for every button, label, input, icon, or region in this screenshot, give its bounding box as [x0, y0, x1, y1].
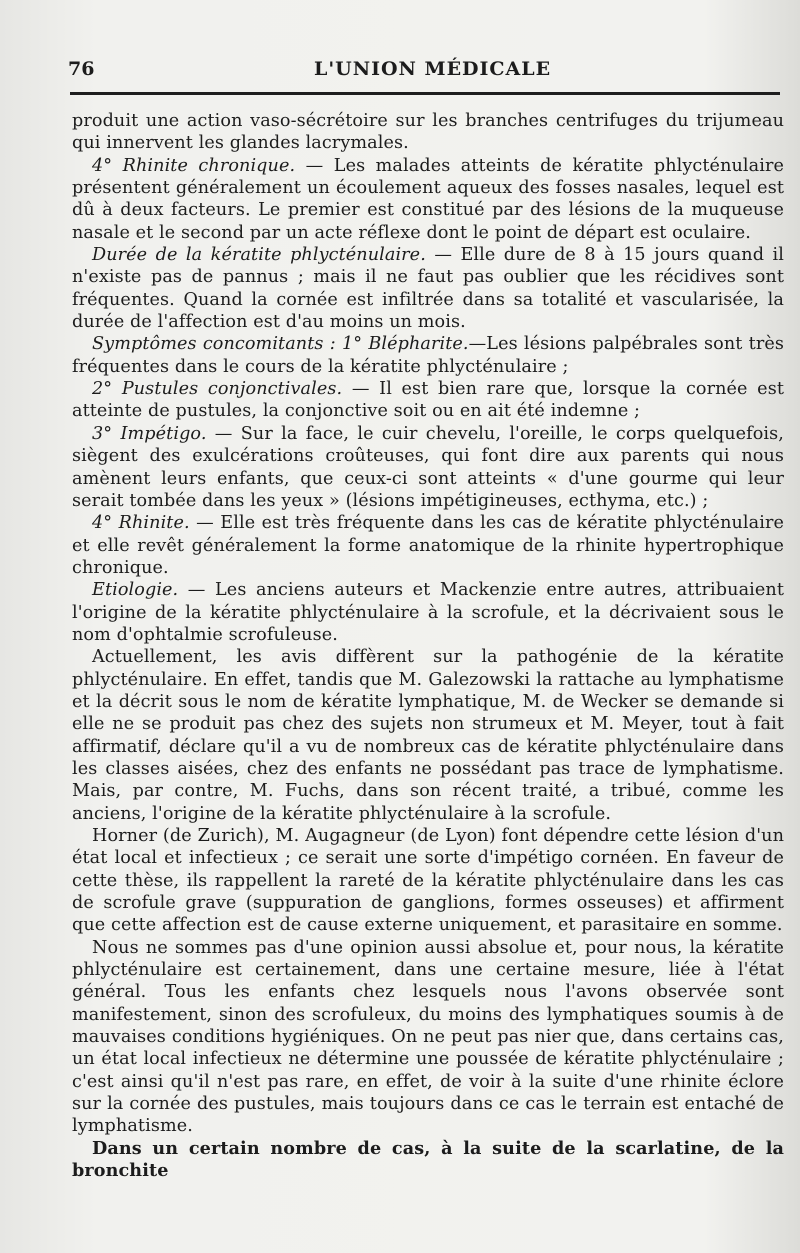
paragraph-text: — Elle est très fréquente dans les cas de kératite phlycténulaire et elle revêt généralement la forme anatomique de la rhinite hypertrophique chronique.: [72, 513, 784, 578]
paragraph: [72, 155, 784, 244]
paragraph-text: — Les anciens auteurs et Mackenzie entre autres, attribuaient l'origine de la kératite phlycténulaire à la scrofule, et la décrivaient sous le nom d'ophtalmie scrofuleuse.: [72, 580, 784, 645]
paragraph-text: — Il est bien rare que, lorsque la cornée est atteinte de pustules, la conjonctive soit ou en ait été indemne ;: [72, 379, 784, 422]
paragraph-label: Durée de la kératite phlycténulaire.: [92, 245, 426, 266]
paragraph-text: —Les lésions palpébrales sont très fréquentes dans le cours de la kératite phlycténulaire ;: [72, 334, 784, 377]
paragraph-text: produit une action vaso-sécrétoire sur les branches centrifuges du trijumeau qui innervent les glandes lacrymales.: [72, 111, 784, 154]
paragraph: [72, 110, 784, 155]
paragraph-label: 4° Rhinite chronique.: [92, 155, 296, 176]
paragraph-text: Nous ne sommes pas d'une opinion aussi absolue et, pour nous, la kératite phlycténulaire est certainement, dans une certaine mesure, liée à l'état général. Tous les enfants chez lesquels nous l'avons observée sont manifestement, sinon des scrofuleux, du moins des lymphatiques soumis à de mauvaises conditions hygiéniques. On ne peut pas nier que, dans certains cas, un état local infectieux ne détermine une poussée de kératite phlycténulaire ; c'est ainsi qu'il n'est pas rare, en effet, de voir à la suite d'une rhinite éclore sur la cornée des pustules, mais toujours dans ce cas le terrain est entaché de lymphatisme.: [72, 937, 784, 1137]
paragraph-label: 4° Rhinite.: [92, 513, 190, 534]
page-header: [66, 58, 781, 88]
paragraph: [72, 378, 784, 423]
paragraph-label: 2° Pustules conjonctivales.: [92, 379, 343, 400]
paragraph-label: 3° Impétigo.: [92, 423, 207, 444]
paragraph: [72, 512, 784, 579]
paragraph-text: — Les malades atteints de kératite phlycténulaire présentent généralement un écoulement aqueux des fosses nasales, lequel est dû à deux facteurs. Le premier est constitué par des lésions de la muqueuse nasale et le second par un acte réflexe dont le point de départ est oculaire.: [72, 155, 784, 243]
header-rule: [70, 92, 780, 95]
paragraph-text: — Elle dure de 8 à 15 jours quand il n'existe pas de pannus ; mais il ne faut pas oublier que les récidives sont fréquentes. Quand la cornée est infiltrée dans sa totalité et vascularisée, la durée de l'affection est d'au moins un mois.: [72, 245, 784, 333]
page-number: 76: [68, 58, 95, 80]
paragraph-text: Dans un certain nombre de cas, à la suite de la scarlatine, de la bronchite: [72, 1137, 784, 1182]
paragraph: [72, 646, 784, 825]
paragraph: [72, 333, 784, 378]
journal-title: L'UNION MÉDICALE: [314, 58, 552, 80]
paragraph-text: Horner (de Zurich), M. Augagneur (de Lyon) font dépendre cette lésion d'un état local et infectieux ; ce serait une sorte d'impétigo cornéen. En faveur de cette thèse, ils rappellent la rareté de la kératite phlycténulaire dans les cas de scrofule grave (suppuration de ganglions, formes osseuses) et affirment que cette affection est de cause externe uniquement, et parasitaire en somme.: [72, 826, 784, 936]
paragraph-label: Symptômes concomitants : 1° Blépharite.: [92, 334, 469, 355]
last-line: [72, 1138, 784, 1183]
paragraph-text: — Sur la face, le cuir chevelu, l'oreille, le corps quelquefois, siègent des exulcérations croûteuses, qui font dire aux parents qui nous amènent leurs enfants, que ceux-ci sont atteints « d'une gourme qui leur serait tombée dans les yeux » (lésions impétigineuses, ecthyma, etc.) ;: [72, 423, 784, 511]
paragraph: [72, 244, 784, 333]
paragraph-text: Actuellement, les avis diffèrent sur la pathogénie de la kératite phlycténulaire. En effet, tandis que M. Galezowski la rattache au lymphatisme et la décrit sous le nom de kératite lymphatique, M. de Wecker se demande si elle ne se produit pas chez des sujets non strumeux et M. Meyer, tout à fait affirmatif, déclare qu'il a vu de nombreux cas de kératite phlycténulaire dans les classes aisées, chez des enfants ne possédant pas trace de lymphatisme. Mais, par contre, M. Fuchs, dans son récent traité, a tribué, comme les anciens, l'origine de la kératite phlycténulaire à la scrofule.: [72, 647, 784, 824]
paragraph: [72, 825, 784, 937]
paragraph: [72, 579, 784, 646]
paragraph: [72, 937, 784, 1138]
article-body: [72, 110, 784, 1183]
paragraph-label: Etiologie.: [92, 580, 179, 601]
paragraph: [72, 423, 784, 512]
